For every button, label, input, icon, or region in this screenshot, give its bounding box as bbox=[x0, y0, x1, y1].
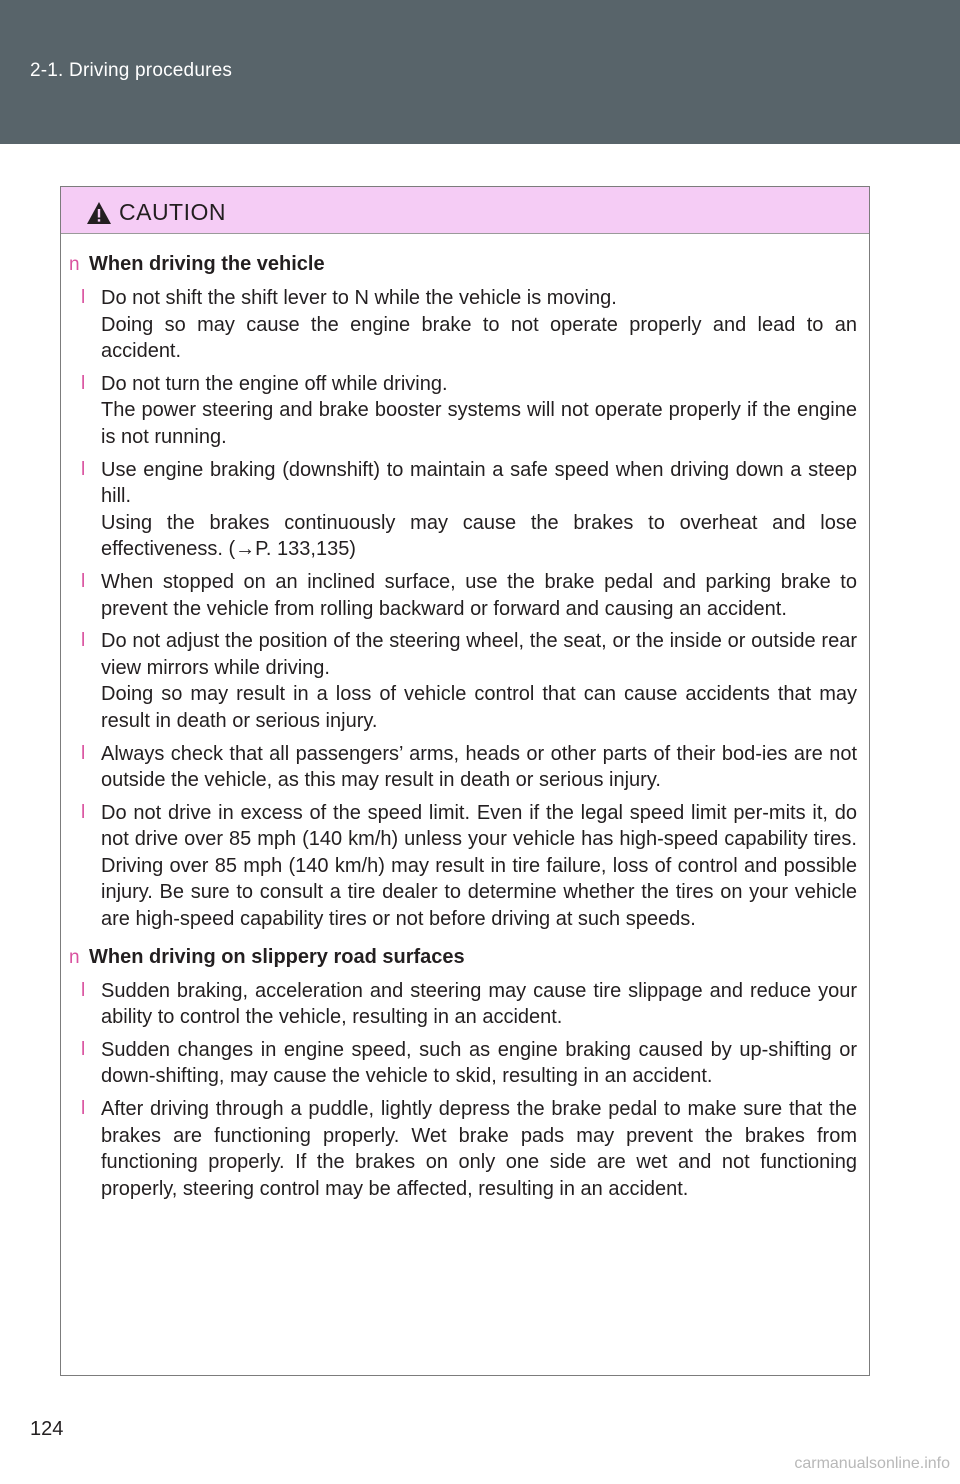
section-heading-text: When driving the vehicle bbox=[89, 253, 325, 275]
list-item bbox=[69, 1096, 857, 1202]
item-paragraph: Doing so may result in a loss of vehicle control that can cause accidents that may result in death or serious injury. bbox=[101, 683, 857, 732]
item-bullet: l bbox=[81, 570, 86, 592]
item-bullet: l bbox=[81, 458, 86, 480]
item-text bbox=[101, 978, 857, 1031]
list-item bbox=[69, 285, 857, 365]
item-paragraph: After driving through a puddle, lightly depress the brake pedal to make sure that the brakes are functioning properly. Wet brake pads may prevent the brakes from functioning properly. If the brakes on only one side are wet and not functioning properly, steering control may be affected, resulting in an accident. bbox=[101, 1098, 857, 1200]
item-paragraph: The power steering and brake booster systems will not operate properly if the engine is not running. bbox=[101, 399, 857, 448]
item-bullet: l bbox=[81, 372, 86, 394]
item-paragraph: Sudden braking, acceleration and steering may cause tire slippage and reduce your ability to control the vehicle, resulting in an accident. bbox=[101, 979, 857, 1029]
item-text bbox=[101, 1037, 857, 1090]
item-bullet: l bbox=[81, 801, 86, 823]
section-heading bbox=[69, 250, 857, 279]
list-item bbox=[69, 800, 857, 933]
list-item bbox=[69, 628, 857, 734]
watermark: carmanualsonline.info bbox=[794, 1455, 950, 1472]
item-bullet: l bbox=[81, 1038, 86, 1060]
item-text bbox=[101, 371, 857, 451]
section-heading bbox=[69, 943, 857, 972]
item-bullet: l bbox=[81, 979, 86, 1001]
item-bullet: l bbox=[81, 630, 86, 652]
item-text bbox=[101, 628, 857, 734]
item-bullet: l bbox=[81, 287, 86, 308]
item-text bbox=[101, 1096, 857, 1202]
section-heading-text: When driving on slippery road surfaces bbox=[89, 945, 465, 968]
item-paragraph: Sudden changes in engine speed, such as engine braking caused by up-shifting or down-shifting, may cause the vehicle to skid, resulting in an accident. bbox=[101, 1038, 857, 1088]
list-item bbox=[69, 371, 857, 451]
page-number: 124 bbox=[30, 1418, 64, 1440]
list-item bbox=[69, 569, 857, 622]
item-bullet: l bbox=[81, 1098, 86, 1120]
list-item bbox=[69, 741, 857, 794]
item-paragraph: Using the brakes continuously may cause the brakes to overheat and lose effectiveness. (→P. 133,135) bbox=[101, 511, 857, 561]
item-text bbox=[101, 741, 857, 794]
item-paragraph: Do not turn the engine off while driving. bbox=[101, 372, 448, 395]
item-text bbox=[101, 569, 857, 622]
caution-title: CAUTION bbox=[119, 199, 226, 225]
item-paragraph: Always check that all passengers’ arms, heads or other parts of their bod-ies are not outside the vehicle, as this may result in death or serious injury. bbox=[101, 742, 857, 792]
page-header bbox=[0, 0, 960, 144]
caution-body bbox=[61, 234, 869, 1202]
caution-box bbox=[60, 186, 870, 1376]
section-bullet: n bbox=[69, 254, 80, 275]
item-paragraph: Use engine braking (downshift) to maintain a safe speed when driving down a steep hill. bbox=[101, 458, 857, 508]
section-bullet: n bbox=[69, 946, 80, 968]
item-text bbox=[101, 457, 857, 563]
item-paragraph: Do not drive in excess of the speed limit. Even if the legal speed limit per-mits it, do not drive over 85 mph (140 km/h) unless your vehicle has high-speed capability tires. Driving over 85 mph (140 km/h) may result in tire failure, loss of control and possible injury. Be sure to consult a tire dealer to determine whether the tires on your vehicle are high-speed capability tires or not before driving at such speeds. bbox=[101, 801, 857, 931]
section-title: 2-1. Driving procedures bbox=[30, 60, 233, 81]
item-text bbox=[101, 285, 857, 365]
item-paragraph: Do not adjust the position of the steering wheel, the seat, or the inside or outside rear view mirrors while driving. bbox=[101, 630, 857, 679]
item-paragraph: Do not shift the shift lever to N while the vehicle is moving. bbox=[101, 287, 617, 309]
item-text bbox=[101, 800, 857, 933]
list-item bbox=[69, 978, 857, 1031]
caution-header bbox=[61, 187, 869, 234]
item-paragraph: When stopped on an inclined surface, use the brake pedal and parking brake to prevent the vehicle from rolling backward or forward and causing an accident. bbox=[101, 570, 857, 620]
item-bullet: l bbox=[81, 742, 86, 764]
item-paragraph: Doing so may cause the engine brake to not operate properly and lead to an accident. bbox=[101, 313, 857, 363]
warning-triangle-icon bbox=[86, 201, 112, 225]
list-item bbox=[69, 457, 857, 563]
list-item bbox=[69, 1037, 857, 1090]
